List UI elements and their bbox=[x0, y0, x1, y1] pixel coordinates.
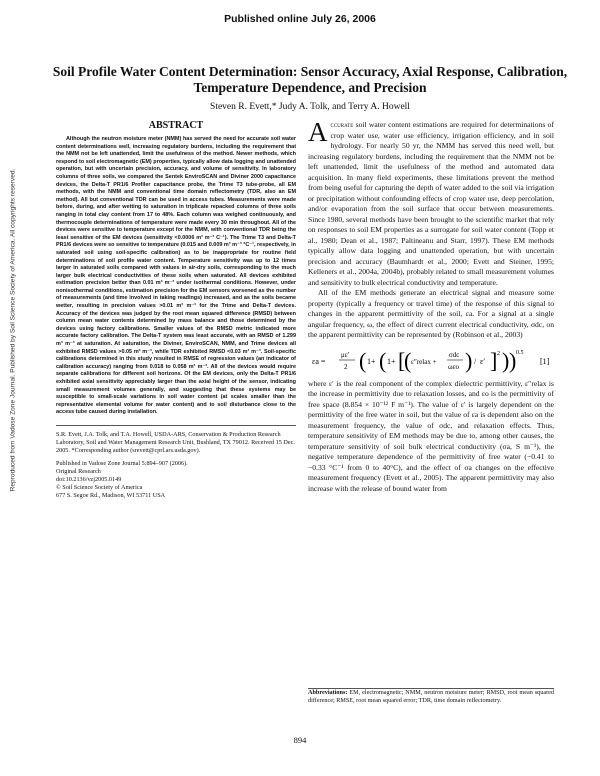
paren-right: ) bbox=[465, 347, 473, 373]
affiliation-note: S.R. Evett, J.A. Tolk, and T.A. Howell, USDA-ARS, Conservation & Production Research Laboratory, Soil and Water Management Research Unit, Bushland, TX 79012. Received 15 Dec. 2005. *Corresponding author (srevett@cprl.ars.usda.gov). bbox=[56, 430, 295, 454]
page-number: 894 bbox=[293, 735, 307, 745]
intro-paragraph-3: where ε′ is the real component of the complex dielectric permittivity, ε″relax is the increase in permittivity due to relaxation losses, and εo is the permittivity of free space (8.854 × 10⁻¹² F m⁻¹). The value of ε′ is largely dependent on the permittivity of the free water in soil, but the value of εa is dependent also on the measurement frequency, the value of σdc, and relaxation effects. Thus, temperature sensitivity of EM methods may be due to, among other causes, the temperature sensitivity of soil bulk electrical conductivity (σa, S m⁻¹), the negative temperature dependence of the permittivity of free water (−0.41 to −0.33 °C⁻¹ from 0 to 40°C), and the effect of σa changes on the effective measurement frequency (Evett et al., 2005). The apparent permittivity may also increase with the release of bound water from bbox=[308, 378, 554, 493]
copyright-sidebar bbox=[6, 70, 20, 590]
equation-frac-denominator: 2 bbox=[344, 362, 348, 371]
abstract-text: Although the neutron moisture meter (NMM) has served the need for accurate soil water content determinations well, increasing regulatory burdens, including the requirement that the NMM not be left unattended, limit the usefulness of the method. Newer methods, which respond to soil electromagnetic (EM) properties, typically allow data logging and unattended operation, but with uncertain precision, accuracy, and volume of sensitivity. In laboratory columns of three soils, we compared the Sentek EnviroSCAN and Diviner 2000 capacitance devices, the Delta-T PR1/6 Profiler capacitance probe, the Trime T3 tube-probe, all EM methods, with the NMM and conventional time domain reflectometry (TDR, also an EM method). All but conventional TDR can be used in access tubes. Measurements were made before, during, and after wetting to saturation in triplicate repacked columns of three soils ranging in total clay content from 17 to 48%. Each column was weighed continuously, and thermocouple determinations of temperature were made every 30 min throughout. All of the devices were sensitive to temperature except for the NMM, with conventional TDR being the least sensitive of the EM devices (sensitivity <0.0006 m³ m⁻³ C⁻¹). The Trime T3 and Delta-T PR1/6 devices were so sensitive to temperature (0.015 and 0.009 m³ m⁻³ °C⁻¹, respectively, in saturated soil using soil-specific calibration) as to be inappropriate for routine field determinations of soil profile water content. Temperature sensitivity was up to 12 times larger in saturated soils compared with values in air-dry soils, corresponding to the much larger bulk electrical conductivities of these soils when saturated. All devices exhibited estimation precision better than 0.01 m³ m⁻³ under isothermal conditions. However, under nonisothermal conditions, estimation precision for the EM sensors worsened as the number of measurements (and time involved in taking readings) increased, and as the soils became wetter, resulting in precision values >0.01 m³ m⁻³ for the Trime and Delta-T devices. Accuracy of the devices was judged by the root mean squared difference (RMSD) between column mean water contents determined by mass balance and those determined by the devices using factory calibrations. Smaller values of the RMSD metric indicated more accurate factory calibration. The Delta-T system was least accurate, with an RMSD of 1.299 m³ m⁻³ at saturation. At saturation, the Diviner, EnviroSCAN, NMM, and Trime devices all exhibited RMSD values >0.05 m³ m⁻³, while TDR exhibited RMSD <0.03 m³ m⁻³. Soil-specific calibrations determined in this study resulted in RMSE of regression values (an indicator of calibration accuracy) ranging from 0.018 to 0.058 m³ m⁻³. All of the devices would require separate calibrations for different soil horizons. Of the EM devices, only the Delta-T PR1/6 exhibited axial sensitivity appreciably larger than the axial height of the sensor, indicating small measurement volumes generally, and suggesting that these systems may be susceptible to small-scale variations in soil water content (at scales smaller than the representative elemental volume for water content) and to soil disturbance close to the access tube caused during installation. bbox=[56, 136, 296, 416]
abbreviations-box bbox=[308, 688, 554, 705]
intro-paragraph-1-text: soil water content estimations are required for determinations of crop water use, water use efficiency, irrigation efficiency, and in soil hydrology. For nearly 50 yr, the NMM has served this need well, but increasing regulatory burdens, including the requirement that the NMM not be left unattended, limit the usefulness of the method and automated data acquisition. In many field experiments, these limitations prevent the method from being useful for capturing the depth of water added to the soil via irrigation or precipitation without confounding effects of crop water use, deep percolation, and/or evaporation from the soil surface that occur between measurements. Since 1980, several methods have been brought to the scientific market that rely on responses to soil EM properties as a surrogate for soil water content (Topp et al., 1980; Dean et al., 1987; Paltineanu and Starr, 1997). These EM methods typically allow data logging and unattended operation, but with uncertain precision and accuracy (Baumhardt et al., 2000; Evett and Steiner, 1995; Kelleners et al., 2004a, 2004b), probably related to small measurement volumes and sensitivity to bulk electrical conductivity and temperature. bbox=[308, 120, 554, 287]
eps-prime-divisor: / bbox=[474, 356, 477, 366]
author-list: Steven R. Evett,* Judy A. Tolk, and Terry A. Howell bbox=[210, 102, 410, 112]
lead-word: ccurate bbox=[330, 120, 354, 129]
intro-paragraph-1 bbox=[308, 117, 554, 288]
equation-number: [1] bbox=[540, 356, 550, 366]
drop-cap: A bbox=[308, 117, 328, 147]
equation-lhs: εa = bbox=[312, 356, 326, 366]
equation-one-inner: 1+ bbox=[387, 356, 396, 366]
left-column bbox=[56, 120, 296, 500]
footnote-divider bbox=[56, 425, 296, 426]
equation-1 bbox=[308, 345, 554, 375]
publication-journal: Published in Vadose Zone Journal 5:894–907 (2006). bbox=[56, 459, 188, 467]
outer-paren-left: ( bbox=[359, 347, 367, 373]
abstract-heading: ABSTRACT bbox=[148, 120, 204, 131]
bracket-left: [ bbox=[398, 347, 406, 373]
equation-one: 1+ bbox=[367, 356, 376, 366]
sigma-numerator: σdc bbox=[449, 350, 460, 359]
equation-1-graphic bbox=[308, 345, 554, 375]
abbreviations-text: EM, electromagnetic; NMM, neutron moisture meter; RMSD, root mean squared difference; RMSE, root mean squared error; TDR, time domain reflectometry. bbox=[308, 689, 554, 705]
abbreviations-label: Abbreviations: bbox=[308, 689, 348, 696]
eps-prime: ε′ bbox=[480, 356, 486, 366]
inner-paren-left: ( bbox=[379, 347, 387, 373]
inner-paren-right: ) bbox=[502, 347, 510, 373]
publication-doi: doi:10.2136/vzj2005.0149 bbox=[56, 475, 122, 483]
publication-type: Original Research bbox=[56, 467, 101, 475]
root-exponent: 0.5 bbox=[516, 349, 524, 356]
article-title: Soil Profile Water Content Determination: Sensor Accuracy, Axial Response, Calibration, Temperature Dependence, and Precision bbox=[52, 64, 568, 95]
equation-frac-numerator: με′ bbox=[341, 350, 350, 359]
sigma-denominator: ωεo bbox=[448, 362, 460, 371]
eps-relax-term: ε″relax + bbox=[411, 357, 437, 366]
square-exponent: 2 bbox=[497, 350, 500, 357]
publication-copyright: © Soil Science Society of America bbox=[56, 483, 143, 491]
copyright-notice: Reproduced from Vadose Zone Journal. Published by Soil Science Society of America. All copyrights reserved. bbox=[9, 168, 17, 492]
outer-paren-right: ) bbox=[509, 347, 517, 373]
published-online-header: Published online July 26, 2006 bbox=[224, 13, 376, 25]
intro-paragraph-2: All of the EM methods generate an electrical signal and measure some property (typically a frequency or travel time) of the response of this signal to changes in the apparent permittivity of the soil, εa. For a signal at a single angular frequency, ω, the effect of direct current electrical conductivity, σdc, on the apparent permittivity can be represented by (Robinson et al., 2003) bbox=[308, 288, 554, 339]
bracket-right: ] bbox=[490, 347, 498, 373]
paren-left: ( bbox=[404, 347, 412, 373]
right-column bbox=[308, 117, 554, 494]
publication-address: 677 S. Segoe Rd., Madison, WI 53711 USA bbox=[56, 491, 166, 499]
